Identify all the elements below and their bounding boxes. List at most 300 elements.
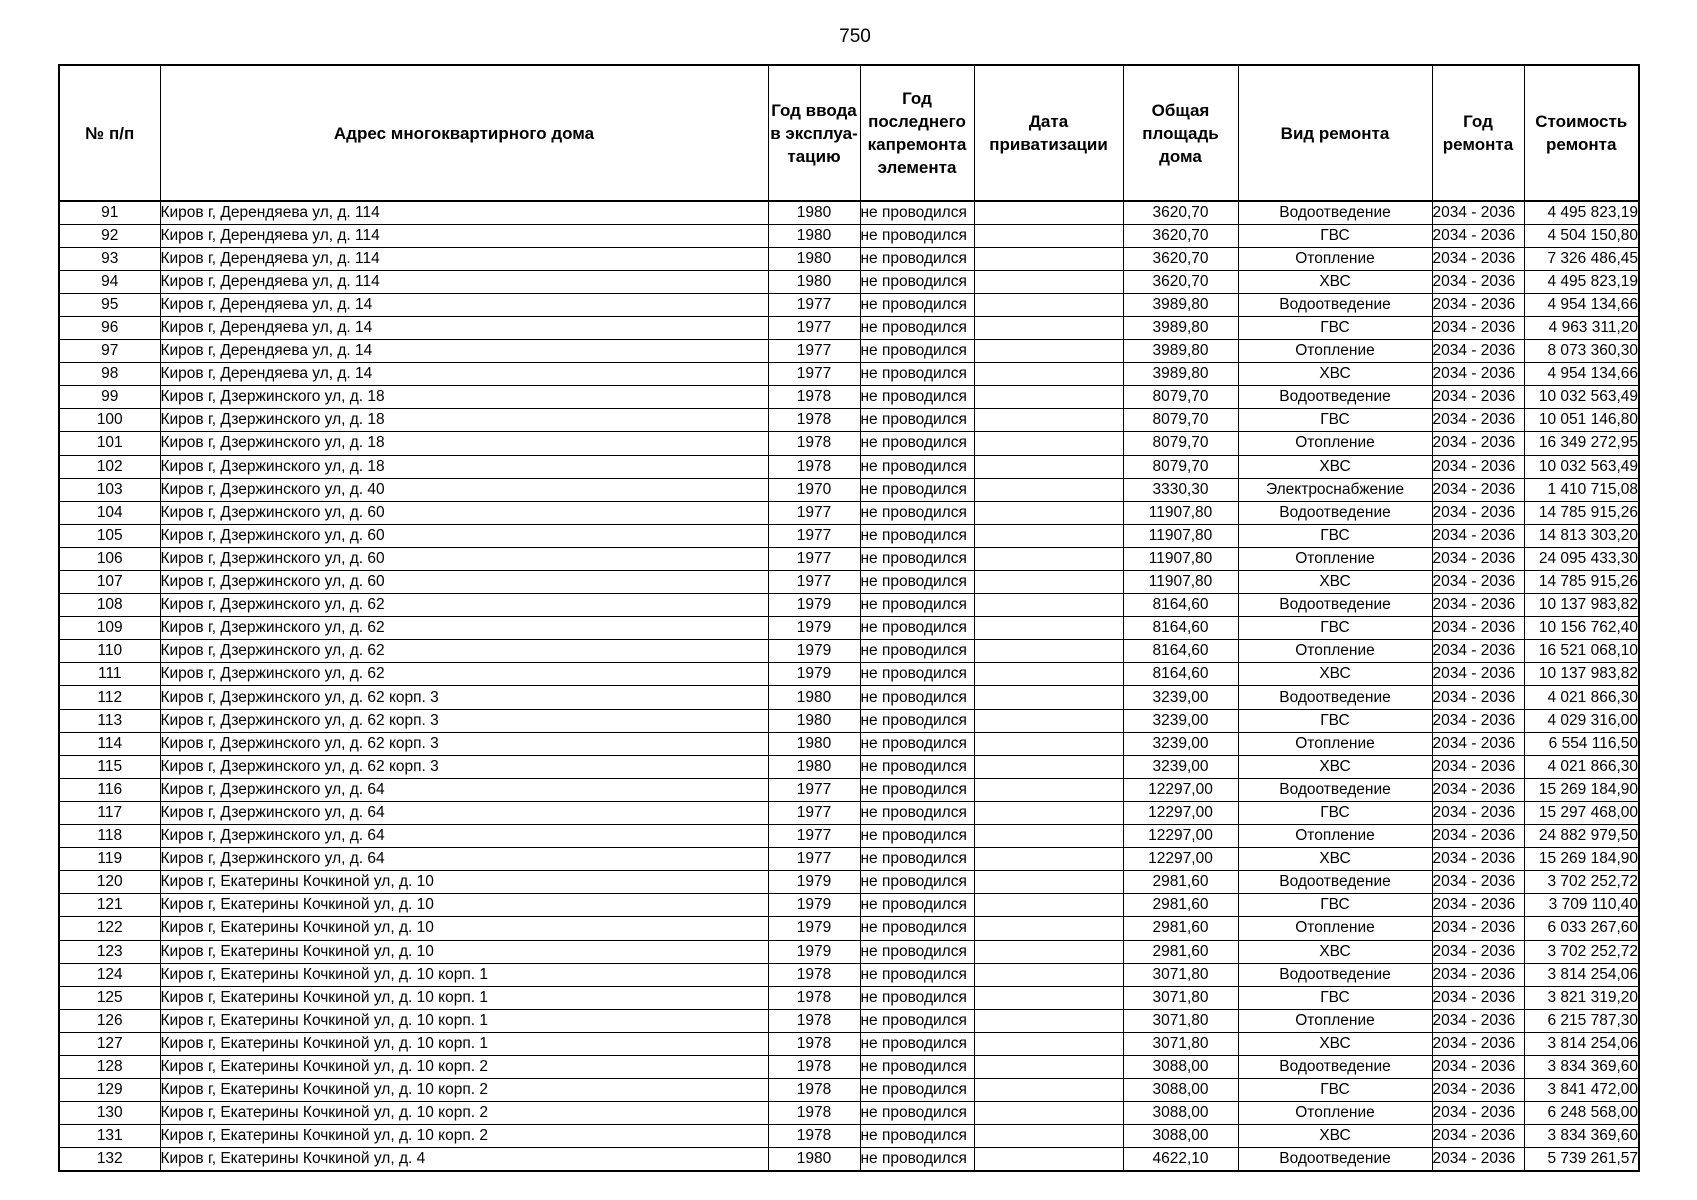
cell-privatization bbox=[974, 871, 1123, 894]
cell-address: Киров г, Дзержинского ул, д. 62 корп. 3 bbox=[160, 709, 768, 732]
cell-address: Киров г, Дерендяева ул, д. 114 bbox=[160, 201, 768, 224]
cell-last-repair: не проводился bbox=[860, 455, 974, 478]
cell-address: Киров г, Дзержинского ул, д. 18 bbox=[160, 432, 768, 455]
cell-repair-period: 2034 - 2036 bbox=[1432, 224, 1524, 247]
cell-address: Киров г, Дерендяева ул, д. 14 bbox=[160, 293, 768, 316]
cell-last-repair: не проводился bbox=[860, 524, 974, 547]
cell-last-repair: не проводился bbox=[860, 755, 974, 778]
cell-year-built: 1977 bbox=[768, 547, 860, 570]
cell-cost: 10 032 563,49 bbox=[1524, 386, 1639, 409]
cell-repair-type: ГВС bbox=[1238, 894, 1432, 917]
cell-cost: 4 954 134,66 bbox=[1524, 293, 1639, 316]
cell-last-repair: не проводился bbox=[860, 501, 974, 524]
cell-repair-period: 2034 - 2036 bbox=[1432, 986, 1524, 1009]
cell-repair-period: 2034 - 2036 bbox=[1432, 848, 1524, 871]
cell-repair-type: ХВС bbox=[1238, 270, 1432, 293]
cell-repair-type: Водоотведение bbox=[1238, 386, 1432, 409]
cell-repair-type: ГВС bbox=[1238, 1079, 1432, 1102]
cell-cost: 7 326 486,45 bbox=[1524, 247, 1639, 270]
cell-repair-type: Водоотведение bbox=[1238, 1055, 1432, 1078]
cell-last-repair: не проводился bbox=[860, 778, 974, 801]
cell-repair-type: ГВС bbox=[1238, 224, 1432, 247]
cell-year-built: 1978 bbox=[768, 1032, 860, 1055]
cell-cost: 10 051 146,80 bbox=[1524, 409, 1639, 432]
cell-year-built: 1978 bbox=[768, 1009, 860, 1032]
cell-area: 11907,80 bbox=[1123, 524, 1238, 547]
cell-area: 3088,00 bbox=[1123, 1055, 1238, 1078]
cell-area: 2981,60 bbox=[1123, 917, 1238, 940]
cell-cost: 10 032 563,49 bbox=[1524, 455, 1639, 478]
table-row bbox=[59, 848, 1639, 871]
cell-year-built: 1980 bbox=[768, 1148, 860, 1171]
cell-repair-period: 2034 - 2036 bbox=[1432, 917, 1524, 940]
cell-repair-period: 2034 - 2036 bbox=[1432, 432, 1524, 455]
cell-num: 115 bbox=[59, 755, 160, 778]
cell-area: 2981,60 bbox=[1123, 940, 1238, 963]
cell-year-built: 1979 bbox=[768, 663, 860, 686]
cell-area: 12297,00 bbox=[1123, 801, 1238, 824]
cell-address: Киров г, Дерендяева ул, д. 114 bbox=[160, 224, 768, 247]
cell-cost: 10 137 983,82 bbox=[1524, 663, 1639, 686]
cell-privatization bbox=[974, 917, 1123, 940]
cell-last-repair: не проводился bbox=[860, 293, 974, 316]
cell-address: Киров г, Екатерины Кочкиной ул, д. 10 корп. 1 bbox=[160, 963, 768, 986]
cell-area: 3620,70 bbox=[1123, 270, 1238, 293]
cell-cost: 6 554 116,50 bbox=[1524, 732, 1639, 755]
cell-privatization bbox=[974, 801, 1123, 824]
table-row bbox=[59, 270, 1639, 293]
cell-area: 8164,60 bbox=[1123, 640, 1238, 663]
cell-last-repair: не проводился bbox=[860, 917, 974, 940]
cell-last-repair: не проводился bbox=[860, 363, 974, 386]
cell-address: Киров г, Дзержинского ул, д. 62 корп. 3 bbox=[160, 686, 768, 709]
cell-num: 106 bbox=[59, 547, 160, 570]
cell-repair-type: ГВС bbox=[1238, 986, 1432, 1009]
cell-area: 3620,70 bbox=[1123, 201, 1238, 224]
cell-privatization bbox=[974, 409, 1123, 432]
cell-privatization bbox=[974, 986, 1123, 1009]
cell-repair-period: 2034 - 2036 bbox=[1432, 1079, 1524, 1102]
cell-repair-period: 2034 - 2036 bbox=[1432, 501, 1524, 524]
table-row bbox=[59, 963, 1639, 986]
cell-cost: 6 248 568,00 bbox=[1524, 1102, 1639, 1125]
cell-cost: 3 702 252,72 bbox=[1524, 940, 1639, 963]
cell-repair-period: 2034 - 2036 bbox=[1432, 686, 1524, 709]
cell-address: Киров г, Дерендяева ул, д. 14 bbox=[160, 316, 768, 339]
cell-privatization bbox=[974, 825, 1123, 848]
cell-cost: 3 841 472,00 bbox=[1524, 1079, 1639, 1102]
cell-num: 112 bbox=[59, 686, 160, 709]
cell-num: 129 bbox=[59, 1079, 160, 1102]
cell-area: 3239,00 bbox=[1123, 755, 1238, 778]
cell-address: Киров г, Екатерины Кочкиной ул, д. 4 bbox=[160, 1148, 768, 1171]
cell-num: 130 bbox=[59, 1102, 160, 1125]
cell-privatization bbox=[974, 1148, 1123, 1171]
cell-area: 12297,00 bbox=[1123, 825, 1238, 848]
cell-last-repair: не проводился bbox=[860, 1102, 974, 1125]
cell-year-built: 1977 bbox=[768, 801, 860, 824]
table-row bbox=[59, 1009, 1639, 1032]
cell-cost: 3 834 369,60 bbox=[1524, 1125, 1639, 1148]
cell-address: Киров г, Екатерины Кочкиной ул, д. 10 bbox=[160, 871, 768, 894]
cell-repair-type: ХВС bbox=[1238, 663, 1432, 686]
cell-last-repair: не проводился bbox=[860, 732, 974, 755]
cell-address: Киров г, Дзержинского ул, д. 62 корп. 3 bbox=[160, 732, 768, 755]
cell-last-repair: не проводился bbox=[860, 1009, 974, 1032]
cell-repair-period: 2034 - 2036 bbox=[1432, 478, 1524, 501]
cell-last-repair: не проводился bbox=[860, 478, 974, 501]
cell-address: Киров г, Екатерины Кочкиной ул, д. 10 корп. 2 bbox=[160, 1079, 768, 1102]
cell-repair-type: ХВС bbox=[1238, 940, 1432, 963]
cell-privatization bbox=[974, 547, 1123, 570]
cell-privatization bbox=[974, 640, 1123, 663]
cell-num: 122 bbox=[59, 917, 160, 940]
cell-repair-period: 2034 - 2036 bbox=[1432, 455, 1524, 478]
cell-repair-type: Отопление bbox=[1238, 547, 1432, 570]
table-row bbox=[59, 1079, 1639, 1102]
cell-privatization bbox=[974, 247, 1123, 270]
cell-cost: 16 349 272,95 bbox=[1524, 432, 1639, 455]
cell-cost: 10 137 983,82 bbox=[1524, 594, 1639, 617]
cell-num: 101 bbox=[59, 432, 160, 455]
cell-repair-period: 2034 - 2036 bbox=[1432, 663, 1524, 686]
cell-area: 3620,70 bbox=[1123, 224, 1238, 247]
cell-last-repair: не проводился bbox=[860, 1055, 974, 1078]
table-row bbox=[59, 617, 1639, 640]
cell-cost: 3 834 369,60 bbox=[1524, 1055, 1639, 1078]
cell-cost: 4 963 311,20 bbox=[1524, 316, 1639, 339]
cell-privatization bbox=[974, 501, 1123, 524]
cell-area: 3071,80 bbox=[1123, 1009, 1238, 1032]
cell-privatization bbox=[974, 848, 1123, 871]
cell-address: Киров г, Екатерины Кочкиной ул, д. 10 bbox=[160, 894, 768, 917]
table-row bbox=[59, 1032, 1639, 1055]
cell-repair-type: Водоотведение bbox=[1238, 686, 1432, 709]
cell-year-built: 1978 bbox=[768, 963, 860, 986]
table-row bbox=[59, 640, 1639, 663]
table-row bbox=[59, 293, 1639, 316]
cell-privatization bbox=[974, 478, 1123, 501]
table-row bbox=[59, 501, 1639, 524]
cell-privatization bbox=[974, 201, 1123, 224]
cell-year-built: 1978 bbox=[768, 1125, 860, 1148]
table-row bbox=[59, 316, 1639, 339]
cell-repair-period: 2034 - 2036 bbox=[1432, 871, 1524, 894]
table-row bbox=[59, 224, 1639, 247]
cell-last-repair: не проводился bbox=[860, 801, 974, 824]
cell-num: 91 bbox=[59, 201, 160, 224]
cell-repair-period: 2034 - 2036 bbox=[1432, 409, 1524, 432]
cell-privatization bbox=[974, 1009, 1123, 1032]
cell-num: 108 bbox=[59, 594, 160, 617]
cell-num: 126 bbox=[59, 1009, 160, 1032]
cell-privatization bbox=[974, 894, 1123, 917]
cell-privatization bbox=[974, 1102, 1123, 1125]
cell-privatization bbox=[974, 224, 1123, 247]
cell-address: Киров г, Дзержинского ул, д. 64 bbox=[160, 801, 768, 824]
cell-repair-period: 2034 - 2036 bbox=[1432, 201, 1524, 224]
cell-repair-type: ГВС bbox=[1238, 617, 1432, 640]
cell-area: 3239,00 bbox=[1123, 732, 1238, 755]
cell-year-built: 1978 bbox=[768, 432, 860, 455]
cell-num: 116 bbox=[59, 778, 160, 801]
cell-last-repair: не проводился bbox=[860, 640, 974, 663]
cell-repair-type: Электроснабжение bbox=[1238, 478, 1432, 501]
cell-repair-type: Отопление bbox=[1238, 640, 1432, 663]
cell-repair-type: Водоотведение bbox=[1238, 871, 1432, 894]
cell-area: 3989,80 bbox=[1123, 316, 1238, 339]
cell-address: Киров г, Дзержинского ул, д. 18 bbox=[160, 386, 768, 409]
cell-year-built: 1977 bbox=[768, 848, 860, 871]
cell-num: 124 bbox=[59, 963, 160, 986]
cell-privatization bbox=[974, 617, 1123, 640]
cell-last-repair: не проводился bbox=[860, 663, 974, 686]
cell-address: Киров г, Дерендяева ул, д. 14 bbox=[160, 363, 768, 386]
cell-address: Киров г, Екатерины Кочкиной ул, д. 10 корп. 2 bbox=[160, 1125, 768, 1148]
cell-repair-type: ГВС bbox=[1238, 316, 1432, 339]
cell-address: Киров г, Дзержинского ул, д. 60 bbox=[160, 501, 768, 524]
cell-cost: 1 410 715,08 bbox=[1524, 478, 1639, 501]
cell-cost: 14 785 915,26 bbox=[1524, 571, 1639, 594]
cell-privatization bbox=[974, 270, 1123, 293]
cell-year-built: 1979 bbox=[768, 871, 860, 894]
cell-repair-period: 2034 - 2036 bbox=[1432, 594, 1524, 617]
cell-area: 2981,60 bbox=[1123, 894, 1238, 917]
cell-num: 114 bbox=[59, 732, 160, 755]
cell-repair-period: 2034 - 2036 bbox=[1432, 571, 1524, 594]
cell-cost: 14 813 303,20 bbox=[1524, 524, 1639, 547]
cell-privatization bbox=[974, 778, 1123, 801]
table-row bbox=[59, 732, 1639, 755]
cell-repair-period: 2034 - 2036 bbox=[1432, 1032, 1524, 1055]
cell-repair-period: 2034 - 2036 bbox=[1432, 732, 1524, 755]
cell-repair-type: ГВС bbox=[1238, 524, 1432, 547]
cell-privatization bbox=[974, 963, 1123, 986]
cell-last-repair: не проводился bbox=[860, 963, 974, 986]
cell-repair-type: ХВС bbox=[1238, 363, 1432, 386]
cell-cost: 16 521 068,10 bbox=[1524, 640, 1639, 663]
cell-num: 100 bbox=[59, 409, 160, 432]
cell-last-repair: не проводился bbox=[860, 825, 974, 848]
cell-cost: 6 033 267,60 bbox=[1524, 917, 1639, 940]
cell-last-repair: не проводился bbox=[860, 1079, 974, 1102]
table-row bbox=[59, 871, 1639, 894]
cell-cost: 4 021 866,30 bbox=[1524, 755, 1639, 778]
cell-num: 121 bbox=[59, 894, 160, 917]
cell-repair-period: 2034 - 2036 bbox=[1432, 386, 1524, 409]
cell-last-repair: не проводился bbox=[860, 986, 974, 1009]
cell-year-built: 1980 bbox=[768, 224, 860, 247]
cell-cost: 4 021 866,30 bbox=[1524, 686, 1639, 709]
cell-area: 11907,80 bbox=[1123, 571, 1238, 594]
cell-repair-type: Водоотведение bbox=[1238, 778, 1432, 801]
cell-num: 120 bbox=[59, 871, 160, 894]
table-row bbox=[59, 709, 1639, 732]
cell-privatization bbox=[974, 340, 1123, 363]
cell-num: 103 bbox=[59, 478, 160, 501]
cell-last-repair: не проводился bbox=[860, 201, 974, 224]
cell-cost: 5 739 261,57 bbox=[1524, 1148, 1639, 1171]
cell-num: 117 bbox=[59, 801, 160, 824]
cell-privatization bbox=[974, 1079, 1123, 1102]
cell-cost: 24 095 433,30 bbox=[1524, 547, 1639, 570]
cell-address: Киров г, Дзержинского ул, д. 60 bbox=[160, 547, 768, 570]
table-row bbox=[59, 894, 1639, 917]
cell-repair-type: ХВС bbox=[1238, 455, 1432, 478]
cell-last-repair: не проводился bbox=[860, 547, 974, 570]
cell-num: 102 bbox=[59, 455, 160, 478]
table-row bbox=[59, 917, 1639, 940]
cell-address: Киров г, Дерендяева ул, д. 114 bbox=[160, 270, 768, 293]
table-row bbox=[59, 940, 1639, 963]
cell-repair-period: 2034 - 2036 bbox=[1432, 894, 1524, 917]
cell-privatization bbox=[974, 316, 1123, 339]
cell-last-repair: не проводился bbox=[860, 224, 974, 247]
cell-last-repair: не проводился bbox=[860, 1032, 974, 1055]
cell-area: 3088,00 bbox=[1123, 1079, 1238, 1102]
cell-cost: 8 073 360,30 bbox=[1524, 340, 1639, 363]
cell-area: 8164,60 bbox=[1123, 663, 1238, 686]
cell-area: 3239,00 bbox=[1123, 709, 1238, 732]
cell-last-repair: не проводился bbox=[860, 617, 974, 640]
cell-address: Киров г, Дзержинского ул, д. 62 bbox=[160, 640, 768, 663]
cell-area: 3239,00 bbox=[1123, 686, 1238, 709]
cell-address: Киров г, Дзержинского ул, д. 18 bbox=[160, 409, 768, 432]
cell-last-repair: не проводился bbox=[860, 940, 974, 963]
cell-address: Киров г, Дзержинского ул, д. 62 корп. 3 bbox=[160, 755, 768, 778]
cell-area: 8079,70 bbox=[1123, 455, 1238, 478]
cell-num: 99 bbox=[59, 386, 160, 409]
cell-num: 119 bbox=[59, 848, 160, 871]
cell-year-built: 1978 bbox=[768, 1055, 860, 1078]
cell-repair-period: 2034 - 2036 bbox=[1432, 247, 1524, 270]
cell-area: 3620,70 bbox=[1123, 247, 1238, 270]
cell-privatization bbox=[974, 1055, 1123, 1078]
cell-address: Киров г, Екатерины Кочкиной ул, д. 10 корп. 2 bbox=[160, 1102, 768, 1125]
cell-repair-period: 2034 - 2036 bbox=[1432, 940, 1524, 963]
cell-last-repair: не проводился bbox=[860, 686, 974, 709]
cell-num: 98 bbox=[59, 363, 160, 386]
header-address: Адрес многоквартирного дома bbox=[160, 65, 768, 201]
cell-address: Киров г, Дзержинского ул, д. 60 bbox=[160, 571, 768, 594]
cell-repair-type: Отопление bbox=[1238, 917, 1432, 940]
cell-num: 125 bbox=[59, 986, 160, 1009]
cell-year-built: 1980 bbox=[768, 709, 860, 732]
cell-address: Киров г, Дерендяева ул, д. 14 bbox=[160, 340, 768, 363]
cell-repair-type: Водоотведение bbox=[1238, 963, 1432, 986]
cell-repair-type: Водоотведение bbox=[1238, 501, 1432, 524]
cell-repair-period: 2034 - 2036 bbox=[1432, 293, 1524, 316]
cell-year-built: 1978 bbox=[768, 986, 860, 1009]
cell-repair-period: 2034 - 2036 bbox=[1432, 709, 1524, 732]
cell-year-built: 1977 bbox=[768, 363, 860, 386]
table-row bbox=[59, 247, 1639, 270]
table-row bbox=[59, 663, 1639, 686]
cell-privatization bbox=[974, 709, 1123, 732]
cell-cost: 3 709 110,40 bbox=[1524, 894, 1639, 917]
cell-year-built: 1977 bbox=[768, 340, 860, 363]
cell-last-repair: не проводился bbox=[860, 316, 974, 339]
table-row bbox=[59, 409, 1639, 432]
cell-year-built: 1970 bbox=[768, 478, 860, 501]
header-last-repair: Год последнего капремонта элемента bbox=[860, 65, 974, 201]
cell-year-built: 1980 bbox=[768, 755, 860, 778]
cell-address: Киров г, Дзержинского ул, д. 60 bbox=[160, 524, 768, 547]
cell-privatization bbox=[974, 571, 1123, 594]
cell-area: 3088,00 bbox=[1123, 1125, 1238, 1148]
cell-cost: 3 814 254,06 bbox=[1524, 963, 1639, 986]
cell-year-built: 1979 bbox=[768, 894, 860, 917]
table-row bbox=[59, 478, 1639, 501]
cell-year-built: 1977 bbox=[768, 316, 860, 339]
cell-num: 107 bbox=[59, 571, 160, 594]
table-row bbox=[59, 547, 1639, 570]
cell-year-built: 1980 bbox=[768, 201, 860, 224]
cell-repair-period: 2034 - 2036 bbox=[1432, 547, 1524, 570]
cell-area: 4622,10 bbox=[1123, 1148, 1238, 1171]
cell-privatization bbox=[974, 386, 1123, 409]
cell-repair-type: ГВС bbox=[1238, 409, 1432, 432]
table-row bbox=[59, 432, 1639, 455]
header-area: Общая площадь дома bbox=[1123, 65, 1238, 201]
table-row bbox=[59, 825, 1639, 848]
table-header bbox=[59, 65, 1639, 201]
cell-privatization bbox=[974, 432, 1123, 455]
cell-cost: 3 814 254,06 bbox=[1524, 1032, 1639, 1055]
cell-area: 3071,80 bbox=[1123, 1032, 1238, 1055]
cell-cost: 4 495 823,19 bbox=[1524, 270, 1639, 293]
cell-cost: 4 504 150,80 bbox=[1524, 224, 1639, 247]
cell-area: 11907,80 bbox=[1123, 501, 1238, 524]
cell-address: Киров г, Дзержинского ул, д. 40 bbox=[160, 478, 768, 501]
cell-repair-type: Отопление bbox=[1238, 1102, 1432, 1125]
cell-privatization bbox=[974, 686, 1123, 709]
cell-repair-period: 2034 - 2036 bbox=[1432, 778, 1524, 801]
cell-address: Киров г, Дзержинского ул, д. 62 bbox=[160, 663, 768, 686]
cell-area: 3071,80 bbox=[1123, 986, 1238, 1009]
cell-repair-type: Водоотведение bbox=[1238, 594, 1432, 617]
cell-privatization bbox=[974, 663, 1123, 686]
cell-num: 123 bbox=[59, 940, 160, 963]
table-row bbox=[59, 524, 1639, 547]
cell-num: 110 bbox=[59, 640, 160, 663]
table-row bbox=[59, 340, 1639, 363]
cell-area: 11907,80 bbox=[1123, 547, 1238, 570]
cell-year-built: 1979 bbox=[768, 917, 860, 940]
cell-repair-type: Отопление bbox=[1238, 1009, 1432, 1032]
cell-num: 128 bbox=[59, 1055, 160, 1078]
cell-num: 97 bbox=[59, 340, 160, 363]
table-row bbox=[59, 1102, 1639, 1125]
cell-repair-type: Отопление bbox=[1238, 247, 1432, 270]
cell-address: Киров г, Дзержинского ул, д. 64 bbox=[160, 848, 768, 871]
cell-repair-type: ХВС bbox=[1238, 755, 1432, 778]
cell-area: 12297,00 bbox=[1123, 848, 1238, 871]
table-row bbox=[59, 363, 1639, 386]
cell-area: 3330,30 bbox=[1123, 478, 1238, 501]
cell-last-repair: не проводился bbox=[860, 848, 974, 871]
cell-area: 8164,60 bbox=[1123, 594, 1238, 617]
cell-cost: 15 269 184,90 bbox=[1524, 778, 1639, 801]
cell-cost: 4 954 134,66 bbox=[1524, 363, 1639, 386]
cell-cost: 4 029 316,00 bbox=[1524, 709, 1639, 732]
cell-privatization bbox=[974, 1032, 1123, 1055]
cell-last-repair: не проводился bbox=[860, 594, 974, 617]
cell-repair-type: Водоотведение bbox=[1238, 201, 1432, 224]
cell-cost: 15 297 468,00 bbox=[1524, 801, 1639, 824]
cell-num: 104 bbox=[59, 501, 160, 524]
cell-address: Киров г, Екатерины Кочкиной ул, д. 10 корп. 1 bbox=[160, 1009, 768, 1032]
